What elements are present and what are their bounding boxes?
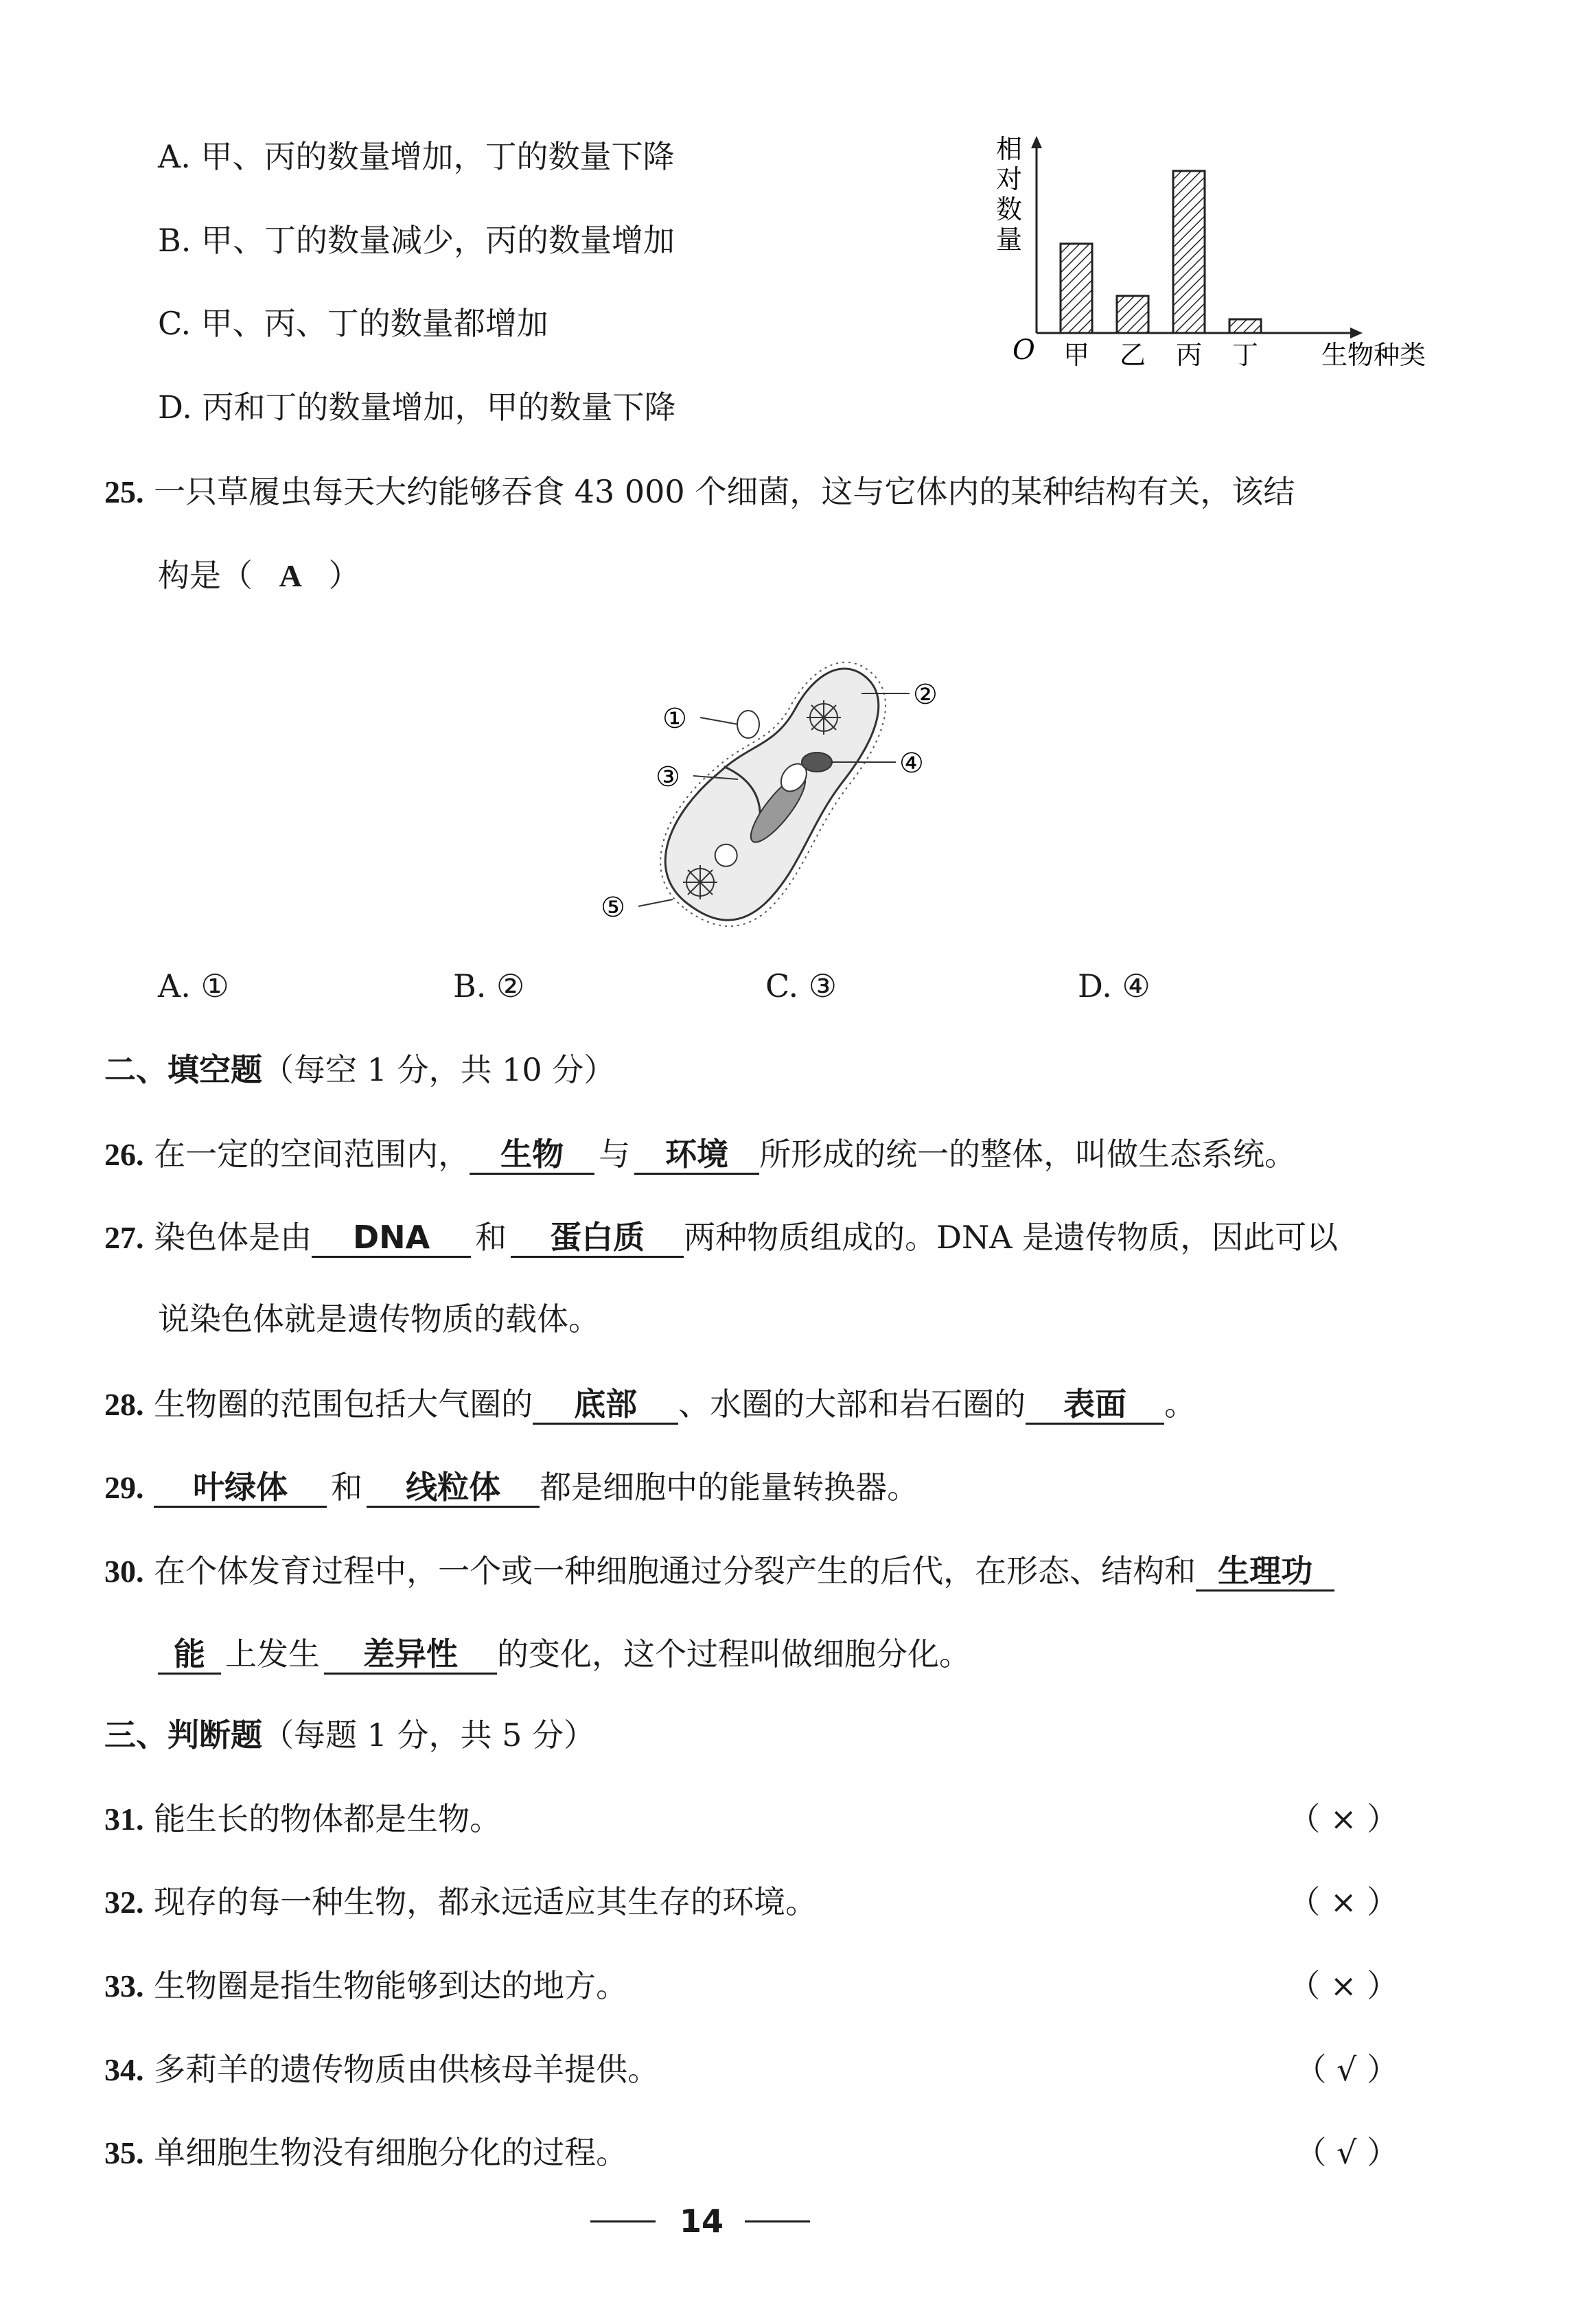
judge-text: 多莉羊的遗传物质由供核母羊提供。 [154,2051,660,2088]
q30-text: 在个体发育过程中，一个或一种细胞通过分裂产生的后代，在形态、结构和 [154,1552,1196,1589]
q24-option-a: A. 甲、丙的数量增加，丁的数量下降 [158,138,675,175]
label-2: ② [913,679,938,711]
judge-mark: （ × ） [1288,1800,1398,1837]
q28 [104,1386,1196,1425]
q30-answer-2: 差异性 [324,1636,497,1675]
q28-number: 28. [104,1387,144,1422]
q24-option-c: C. 甲、丙、丁的数量都增加 [158,305,548,342]
q25-answer: A [279,558,302,593]
judge-item-35 [104,2134,1398,2171]
judge-text: 现存的每一种生物，都永远适应其生存的环境。 [154,1883,818,1920]
q30-text-post: 的变化，这个过程叫做细胞分化。 [497,1635,971,1673]
tick-label-丙: 丙 [1175,340,1203,370]
judge-mark: （ √ ） [1295,2051,1398,2088]
page-number-rule-left [590,2220,656,2222]
q25-option-b: B. ② [453,967,525,1004]
judge-mark: （ × ） [1288,1883,1398,1920]
q27-answer-1: DNA [312,1219,471,1258]
section-2-title: 二、填空题 [104,1051,262,1088]
label-1: ① [662,703,687,735]
relative-quantity-chart [988,130,1426,378]
judge-mark: （ √ ） [1295,2134,1398,2171]
q25-text2: 构是（ [158,557,253,594]
bar-乙 [1117,296,1148,333]
q30-text-mid: 上发生 [225,1635,320,1673]
q25-number: 25. [104,474,144,509]
q28-text-mid: 、水圈的大部和岩石圈的 [678,1386,1026,1423]
judge-number: 32. [104,1885,144,1920]
section-3-note: （每题 1 分，共 5 分） [262,1716,596,1754]
judge-text: 生物圈是指生物能够到达的地方。 [154,1967,628,2004]
q25-close: ） [328,557,360,594]
judge-mark: （ × ） [1288,1967,1398,2004]
judge-text: 能生长的物体都是生物。 [154,1800,502,1837]
q30 [104,1553,1334,1592]
tick-label-丁: 丁 [1231,340,1259,370]
q26-text-post: 所形成的统一的整体，叫做生态系统。 [759,1136,1297,1173]
q30-answer-1-part-2: 能 [158,1636,221,1675]
q29-number: 29. [104,1470,144,1505]
y-axis-arrow [1031,136,1042,148]
judge-number: 33. [104,1968,144,2003]
q29-answer-2: 线粒体 [367,1469,540,1508]
q27-text-post: 两种物质组成的。DNA 是遗传物质，因此可以 [684,1219,1339,1256]
judge-number: 35. [104,2135,144,2170]
q27-text-mid: 和 [475,1219,507,1256]
q25-line2 [158,557,360,594]
x-axis-label: 生物种类 [1321,340,1426,370]
q26-answer-1: 生物 [470,1136,594,1175]
q25-option-a: A. ① [158,967,229,1004]
bar-丁 [1229,319,1261,333]
section-3-heading [104,1716,596,1754]
q28-text-post: 。 [1164,1386,1196,1423]
q25-line1 [104,473,1295,510]
q30-answer-1-part-1: 生理功 [1196,1553,1334,1592]
q26-answer-2: 环境 [634,1136,759,1175]
q25-text: 一只草履虫每天大约能够吞食 43 000 个细菌，这与它体内的某种结构有关，该结 [154,473,1295,510]
label-5: ⑤ [601,892,625,923]
q30-line2 [158,1636,971,1675]
q27-text: 染色体是由 [154,1219,312,1256]
q25-option-d: D. ④ [1078,967,1150,1004]
judge-item-34 [104,2051,1398,2088]
bar-甲 [1061,244,1092,333]
q30-number: 30. [104,1554,144,1589]
q26-number: 26. [104,1137,144,1172]
tick-label-甲: 甲 [1063,340,1090,370]
q28-answer-1: 底部 [533,1386,678,1425]
label-3: ③ [656,761,680,793]
q29-text-post: 都是细胞中的能量转换器。 [540,1469,919,1506]
q26-text: 在一定的空间范围内， [154,1136,470,1173]
section-3-title: 三、判断题 [104,1716,262,1754]
q24-option-b: B. 甲、丁的数量减少，丙的数量增加 [158,222,675,259]
q29-answer-1: 叶绿体 [154,1469,327,1508]
judge-item-33 [104,1967,1398,2004]
paramecium-diagram [590,632,975,947]
section-2-heading [104,1051,616,1088]
judge-number: 31. [104,1802,144,1837]
judge-text: 单细胞生物没有细胞分化的过程。 [154,2134,628,2171]
q29 [104,1469,918,1508]
q28-text: 生物圈的范围包括大气圈的 [154,1386,533,1423]
q27-line2: 说染色体就是遗传物质的载体。 [158,1300,600,1337]
y-axis-label: 相对数量 [995,134,1023,255]
q26 [104,1136,1296,1175]
q29-text-mid: 和 [331,1469,363,1506]
q27 [104,1219,1338,1258]
page-number-rule-right [745,2220,810,2222]
judge-item-32 [104,1883,1398,1920]
q26-text-mid: 与 [599,1136,631,1173]
x-axis-arrow [1350,328,1363,338]
q28-answer-2: 表面 [1026,1386,1164,1425]
page-number: 14 [680,2203,724,2240]
label-4: ④ [899,748,924,779]
origin-label: O [1013,334,1035,366]
q24-option-d: D. 丙和丁的数量增加，甲的数量下降 [158,389,676,426]
q25-option-c: C. ③ [765,967,837,1004]
section-2-note: （每空 1 分，共 10 分） [262,1051,616,1088]
q27-number: 27. [104,1220,144,1255]
judge-item-31 [104,1800,1398,1837]
tick-label-乙: 乙 [1119,340,1146,370]
bar-丙 [1173,171,1205,333]
q27-answer-2: 蛋白质 [511,1219,684,1258]
judge-number: 34. [104,2052,144,2087]
